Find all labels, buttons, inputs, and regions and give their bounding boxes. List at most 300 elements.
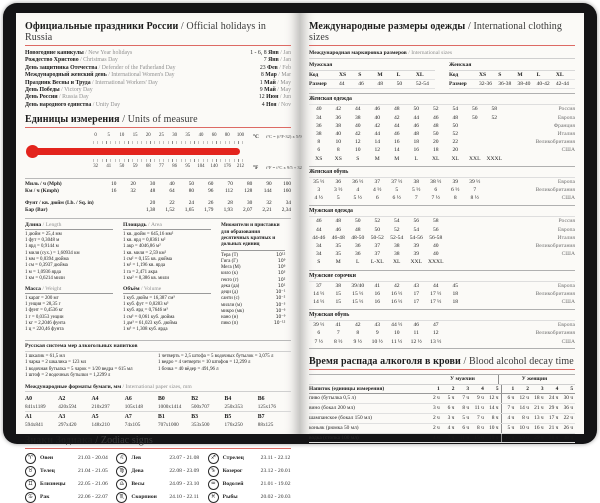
marking-title: Международная маркировка размеров / International sizes: [309, 50, 575, 59]
clothing-size-value: 17: [413, 290, 420, 297]
clothing-size-value: 6: [375, 195, 379, 202]
decay-drink-name: шампанское (бокал 150 мл): [309, 414, 372, 421]
measure-value: 90: [266, 181, 272, 188]
decay-hours-women: 16 ч: [534, 424, 544, 431]
clothing-size-value: 44: [393, 122, 400, 129]
clothing-size-value: 18: [452, 298, 459, 305]
clothing-size-value: 50: [452, 122, 459, 129]
clothing-country-label: [504, 155, 575, 163]
conversion-line: 1 акр = 4046,86 м²: [123, 244, 161, 250]
marking-men-label: Мужская: [309, 61, 435, 71]
clothing-size-value: 6: [434, 186, 438, 193]
paper-size-cell: [225, 396, 258, 410]
clothing-size-value: 50-52: [370, 234, 384, 241]
clothing-size-value: 15: [335, 290, 342, 297]
holiday-date: 12 Июн / Jun: [258, 94, 291, 101]
clothing-section-title: Мужские сорочки: [309, 270, 575, 282]
clothing-size-value: 17 ½: [430, 290, 442, 297]
decay-hours-men: 8 ч: [491, 414, 499, 421]
conversion-block: [123, 286, 211, 333]
conversion-block: [123, 222, 211, 282]
holidays-title-ru: Официальные праздники России: [25, 21, 179, 32]
prefix-name: нано (н): [221, 314, 238, 320]
conv-col-1: [25, 222, 113, 337]
clothing-size-value: 48: [452, 114, 459, 121]
clothing-size-value: 16: [393, 139, 400, 146]
prefixes-block: [221, 222, 291, 337]
clothing-size-value: 10: [354, 147, 361, 154]
clothing-size-value: 42: [393, 282, 400, 289]
clothing-size-value: 44: [432, 282, 439, 289]
paper-format-size: 105x148: [124, 403, 143, 410]
conversion-line: 1 фунт = 0,4536 кг: [25, 308, 64, 314]
clothing-size-value: 58: [491, 106, 498, 113]
decay-hours-women: 4 ч: [501, 414, 517, 423]
zodiac-name: Овен: [40, 455, 54, 462]
clothing-size-value: [485, 282, 505, 290]
decay-count-men: 3: [466, 385, 470, 392]
clothing-size-value: 20: [452, 147, 459, 154]
clothing-size-value: 46: [413, 322, 420, 329]
fahrenheit-tick-label: 95: [185, 164, 191, 170]
clothing-country-label: [504, 258, 575, 266]
clothing-size-value: 50: [471, 114, 478, 121]
units-title-ru: Единицы измерения: [25, 114, 120, 126]
holidays-list: [25, 50, 291, 109]
zodiac-item: [25, 492, 108, 503]
decay-hours-men: 9 ч: [477, 395, 484, 402]
clothing-size-value: [465, 217, 485, 225]
zodiac-name: Телец: [40, 468, 55, 475]
conversion-line: 1 куб. ярд = 0,7646 м³: [123, 308, 168, 314]
measure-value: 2,34: [281, 207, 292, 214]
zodiac-grid: [25, 453, 291, 503]
clothing-size-row: [309, 226, 575, 234]
marking-code-row: Код XS S M L XL: [449, 71, 575, 80]
clothing-size-row: [309, 114, 575, 122]
clothing-size-value: 45: [452, 282, 459, 289]
measure-value: 1,65: [184, 207, 195, 214]
page-spread: [16, 13, 584, 501]
celsius-tick-label: 10: [119, 133, 125, 139]
clothing-country-label: Европа: [557, 282, 575, 289]
conversion-line: 1 см² = 0,155 кв. дюйма: [123, 256, 172, 262]
clothing-size-row: [309, 130, 575, 138]
zodiac-icon: ♑: [208, 466, 219, 477]
zodiac-dates: 24.10 - 22.11: [169, 494, 199, 501]
holiday-name: Международный женский день / International Women's Day: [25, 72, 175, 79]
conversion-line: 1 кв. миля = 2,59 км²: [123, 250, 167, 256]
clothing-size-value: 48: [393, 106, 400, 113]
clothing-size-value: 7: [473, 186, 477, 193]
clothing-size-value: 46: [374, 106, 381, 113]
decay-count-men: 5: [495, 385, 499, 392]
decay-hours-men: 4 ч: [447, 424, 455, 431]
decay-count-men: 2: [451, 385, 455, 392]
zodiac-icon: ♉: [25, 466, 36, 477]
fahrenheit-tick-label: 68: [145, 164, 151, 170]
clothing-size-row: [309, 186, 575, 194]
decay-count-women: 3: [540, 385, 544, 392]
clothing-size-value: S: [317, 259, 321, 266]
fahrenheit-formula: t°F = t°C x 9/5 + 32: [266, 165, 302, 171]
measure-value: 24: [188, 200, 195, 207]
clothing-size-row: [309, 194, 575, 202]
clothing-size-value: 38 ½: [430, 178, 442, 185]
clothing-country-label: США: [561, 195, 575, 202]
paper-size-cell: [158, 414, 191, 428]
clothing-section-title: Женская обувь: [309, 166, 575, 178]
measure-value: 32: [130, 188, 136, 195]
conversion-line: 1 дюйм = 25,4 мм: [25, 231, 62, 237]
clothing-size-value: 18: [452, 290, 459, 297]
paper-size-cell: [25, 396, 58, 410]
clothing-size-value: 39: [452, 178, 459, 185]
clothing-size-value: 46: [413, 122, 420, 129]
conversion-tables: [25, 218, 291, 337]
clothing-size-row: [309, 105, 575, 113]
zodiac-icon: ♎: [116, 479, 127, 490]
right-page: [300, 13, 584, 441]
measure-value: 80: [188, 188, 195, 195]
clothing-size-value: 36: [354, 242, 361, 249]
clothing-size-value: 8: [356, 330, 360, 337]
clothing-size-value: 34: [315, 114, 322, 121]
decay-hours-men: 2 ч: [432, 395, 440, 402]
prefix-list: [221, 253, 291, 327]
thermometer: [25, 132, 302, 176]
decay-hours-women: 29 ч: [534, 434, 544, 441]
measure-value: 10: [111, 181, 117, 188]
marking-code-row: Код XS S M L XL: [309, 71, 435, 80]
clothing-size-value: 12 ½: [410, 338, 422, 345]
marking-code: L: [536, 71, 541, 78]
measure-value: 1,38: [145, 207, 156, 214]
paper-format-size: 74x105: [124, 421, 141, 428]
clothing-section-title: Женская одежда: [309, 93, 575, 105]
clothing-country-label: Европа: [557, 226, 575, 233]
paper-size-cell: [92, 414, 125, 428]
clothing-size-value: [485, 178, 505, 186]
marking-code: XL: [555, 71, 564, 78]
paper-format-name: B6: [257, 395, 265, 402]
zodiac-icon: ♐: [208, 453, 219, 464]
measure-value: 48: [149, 188, 156, 195]
holiday-date: 8 Мар / Mar: [260, 72, 291, 79]
clothing-size-value: 15: [335, 298, 342, 305]
clothing-size-value: [465, 321, 485, 329]
holiday-row: [25, 57, 291, 64]
decay-hours-women: 7 ч: [501, 404, 517, 413]
zodiac-dates: 24.09 - 23.10: [169, 481, 200, 488]
clothing-size-value: 18: [413, 139, 420, 146]
zodiac-dates: 21.04 - 21.05: [78, 468, 108, 475]
paper-format-size: 707x1000: [158, 421, 179, 428]
zodiac-icon: ♒: [208, 479, 219, 490]
measure-value: 30: [149, 181, 156, 188]
measure-value: 30: [246, 200, 253, 207]
conversion-line: 1 м² = 1,196 кв. ярда: [123, 263, 166, 269]
clothing-size-value: L-XL: [370, 259, 384, 266]
decay-hours-men: 11 ч: [474, 405, 484, 412]
clothing-size-value: XS: [334, 155, 342, 162]
paper-format-name: B5: [224, 413, 232, 420]
clothing-size-value: 42: [374, 122, 381, 129]
decay-men-label: У мужчин: [450, 375, 475, 382]
zodiac-dates: 23.07 - 21.08: [169, 455, 200, 462]
clothing-section: [309, 93, 575, 162]
clothing-size-value: 52: [393, 226, 400, 233]
decay-title: Время распада алкоголя в крови / Blood alcohol decay time: [309, 356, 575, 370]
zodiac-item: [116, 479, 199, 490]
marking-men: [309, 61, 435, 90]
clothing-size-value: XL: [393, 259, 401, 266]
clothing-size-value: 35 ½: [313, 178, 325, 185]
measure-value: 26: [208, 200, 214, 207]
clothing-size-value: 38: [393, 242, 400, 249]
decay-hours-women: 36 ч: [563, 405, 574, 412]
alcohol-measure-line: 1 бочка = 40 вёдер = 491,96 л: [158, 366, 219, 372]
clothing-size-value: 18: [432, 147, 439, 154]
clothing-size-value: 44-46: [312, 234, 326, 241]
clothing-size-value: 40: [354, 122, 361, 129]
clothing-size-value: 42: [335, 106, 342, 113]
clothing-size-value: 52: [374, 218, 381, 225]
clothing-sections: [309, 93, 575, 348]
clothing-size-value: 38: [393, 251, 400, 258]
conversion-line: 1 км = 0,6214 мили: [25, 275, 65, 281]
measure-value: 64: [169, 188, 175, 195]
clothing-size-value: 17: [413, 298, 420, 305]
clothing-size-value: [465, 226, 485, 234]
clothing-country-label: Великобритания: [535, 139, 575, 146]
clothing-size-value: [465, 122, 485, 130]
decay-hours-men: 6 ч: [447, 405, 455, 412]
paper-format-size: 250x353: [224, 403, 243, 410]
measure-value: 40: [169, 181, 175, 188]
decay-hours-women: 5 ч: [501, 424, 517, 433]
conversion-block-title: Длина / Length: [25, 222, 113, 230]
clothing-country-label: Великобритания: [535, 242, 575, 249]
measure-value: 20: [130, 181, 136, 188]
clothing-size-value: 40: [432, 251, 439, 258]
clothing-country-label: Европа: [557, 178, 575, 185]
decay-row: [309, 414, 575, 424]
prefix-name: кило (к): [221, 271, 238, 277]
decay-hours-women: 8 ч: [522, 414, 529, 421]
clothing-size-value: 44: [413, 114, 420, 121]
paper-format-name: A3: [58, 413, 66, 420]
marking-size: 40-42: [536, 80, 550, 87]
paper-format-name: B7: [257, 413, 265, 420]
paper-format-size: 1000x1414: [158, 403, 182, 410]
clothing-size-value: 56: [413, 218, 420, 225]
holiday-row: [25, 87, 291, 94]
paper-format-size: 176x250: [224, 421, 243, 428]
alcohol-measure-line: 1 штоф = 2 водочных бутылки = 1,2299 л: [25, 373, 111, 379]
clothing-size-value: [485, 258, 505, 266]
clothing-size-value: 52-54: [390, 234, 404, 241]
decay-count-men: 4: [481, 385, 484, 392]
clothing-size-value: 8 ½: [470, 195, 479, 202]
clothing-size-value: 37: [374, 242, 381, 249]
clothing-size-row: [309, 290, 575, 298]
clothing-size-value: [485, 138, 505, 146]
clothing-size-value: 38: [335, 282, 342, 289]
clothing-size-value: [446, 217, 466, 225]
zodiac-item: [116, 492, 199, 503]
clothing-size-value: [465, 242, 485, 250]
conversion-block-title: Площадь / Area: [123, 222, 211, 230]
holiday-date: 9 Май / May: [259, 87, 291, 94]
clothing-title-ru: Международные размеры одежды: [309, 21, 466, 32]
holiday-name: День России / Russia Day: [25, 94, 89, 101]
holidays-title: Официальные праздники России / Official holidays in Russia: [25, 21, 291, 46]
alcohol-measure-line: 1 шкалик = 61,5 мл: [25, 353, 65, 359]
clothing-section: [309, 270, 575, 307]
fahrenheit-tick-label: 86: [172, 164, 178, 170]
zodiac-name: Весы: [131, 481, 145, 488]
zodiac-name: Рак: [40, 494, 50, 501]
measure-value: 100: [283, 181, 292, 188]
clothing-size-row: [309, 321, 575, 329]
zodiac-dates: 22.05 - 21.06: [78, 481, 108, 488]
decay-hours-men: 7 ч: [462, 395, 470, 402]
prefix-power: 10³: [278, 271, 286, 277]
clothing-size-value: 38: [335, 122, 342, 129]
decay-women-label: У женщин: [498, 375, 570, 384]
clothing-size-value: 56: [432, 226, 439, 233]
clothing-size-value: 46-48: [331, 234, 345, 241]
holiday-name: Рождество Христово / Christmas Day: [25, 57, 118, 64]
marking-code: XS: [339, 71, 347, 78]
celsius-tick-label: 30: [172, 133, 178, 139]
clothing-size-value: 46: [335, 226, 342, 233]
clothing-size-value: 36: [354, 251, 361, 258]
clothing-size-value: [465, 258, 485, 266]
zodiac-icon: ♊: [25, 479, 36, 490]
clothing-size-value: [485, 298, 505, 306]
conversion-block-title: Масса / Weight: [25, 286, 113, 294]
alcohol-measure-line: 1 ведро = 4 четверти = 10 штофов = 12,299 л: [158, 360, 251, 366]
clothing-size-value: 35: [335, 242, 342, 249]
prefix-power: 10⁻³: [275, 302, 286, 308]
clothing-size-value: [465, 290, 485, 298]
clothing-size-value: 16 ½: [391, 298, 403, 305]
clothing-size-value: 5 ½: [353, 195, 362, 202]
fahrenheit-tick-label: 59: [132, 164, 138, 170]
fahrenheit-tick-label: 176: [223, 164, 231, 170]
clothing-size-value: [485, 130, 505, 138]
zodiac-title-en: Zodiac signs: [100, 435, 153, 447]
zodiac-dates: 23.12 - 20.01: [260, 468, 291, 475]
zodiac-item: [208, 466, 291, 477]
decay-title-en: Blood alcohol decay time: [468, 355, 574, 367]
clothing-section: [309, 309, 575, 346]
prefix-power: 10¹: [278, 283, 286, 289]
fahrenheit-tick-label: 212: [236, 164, 245, 170]
zodiac-title: Знаки Зодиака / Zodiac signs: [25, 435, 291, 449]
clothing-size-value: 5: [336, 195, 340, 202]
marking-women-rows: [449, 71, 575, 90]
clothing-size-value: [446, 234, 466, 242]
holiday-name: Новогодние каникулы / New Year holidays: [25, 50, 133, 56]
clothing-size-value: [485, 234, 505, 242]
holiday-date: 4 Ноя / Nov: [261, 101, 291, 108]
conversion-line: 1 км² = 0,386 кв. мили: [123, 275, 169, 281]
conv-col-2: [123, 222, 211, 337]
alco-col-2: [158, 354, 291, 380]
clothing-country-label: США: [561, 251, 575, 258]
decay-hours-men: 7 ч: [447, 434, 455, 441]
decay-hours-women: 38 ч: [548, 434, 559, 441]
marking-code: XL: [415, 71, 424, 78]
clothing-size-value: 12: [354, 139, 361, 146]
paper-size-cell: [125, 414, 158, 428]
clothing-size-value: 44: [374, 130, 381, 137]
paper-format-name: B4: [224, 395, 232, 402]
paper-size-cell: [258, 414, 291, 428]
holiday-name: День защитника Отечества / Defender of the Fatherland Day: [25, 64, 176, 71]
zodiac-dates: 21.03 - 20.04: [78, 455, 108, 462]
decay-hours-women: 21 ч: [548, 424, 559, 431]
fahrenheit-tick-label: 41: [106, 164, 112, 170]
clothing-size-value: 36: [335, 114, 342, 121]
thermometer-bulb: [26, 145, 39, 158]
measure-row-label: Км / ч (Kmph): [25, 188, 59, 195]
paper-format-name: B3: [191, 413, 199, 420]
paper-format-size: 148x210: [91, 421, 110, 428]
decay-drink-column-label: Напиток (единицы измерения): [309, 385, 385, 392]
conversion-line: 1 кв. дюйм = 645,16 мм²: [123, 231, 174, 237]
decay-hours-women: 18 ч: [534, 395, 544, 402]
clothing-size-value: 39/40: [351, 282, 365, 289]
clothing-size-value: 3: [317, 186, 321, 193]
clothing-size-value: 34: [315, 251, 322, 258]
holiday-row: [25, 72, 291, 79]
clothing-section: [309, 166, 575, 203]
clothing-size-value: [465, 146, 485, 154]
decay-hours-women: 6 ч: [501, 394, 517, 403]
clothing-size-value: 52: [452, 130, 459, 137]
decay-hours-men: 10 ч: [489, 424, 499, 431]
clothing-size-row: [309, 250, 575, 258]
measure-value: 144: [263, 188, 272, 195]
clothing-size-value: 42: [354, 130, 361, 137]
zodiac-dates: 20.02 - 20.03: [260, 494, 291, 501]
alcohol-measure-line: 1 водочная бутылка = 5 чарок = 1/20 ведра = 615 мл: [25, 366, 133, 372]
decay-title-ru: Время распада алкоголя в крови: [309, 355, 461, 367]
measure-row: [25, 200, 291, 207]
clothing-size-value: XS: [315, 155, 323, 162]
clothing-size-value: 37: [374, 251, 381, 258]
celsius-tick-label: 100: [236, 133, 245, 139]
decay-hours-women: 24 ч: [548, 395, 559, 402]
prefix-name: гекто (г): [221, 277, 239, 283]
clothing-size-value: M: [374, 155, 380, 162]
marking-women: [449, 61, 575, 90]
measure-value: 34: [285, 200, 292, 207]
prefix-power: 10⁹: [278, 259, 286, 265]
clothing-size-value: 56-58: [429, 234, 443, 241]
clothing-country-label: Россия: [558, 106, 575, 113]
measure-value: 2,21: [262, 207, 272, 214]
conversion-line: 1 куб. фут = 0,0283 м³: [123, 301, 169, 307]
conversion-line: 1 фут = 0,3048 м: [25, 238, 60, 244]
decay-row: [309, 394, 575, 404]
prefix-power: 10⁶: [278, 265, 286, 271]
clothing-size-value: 4: [356, 186, 360, 193]
